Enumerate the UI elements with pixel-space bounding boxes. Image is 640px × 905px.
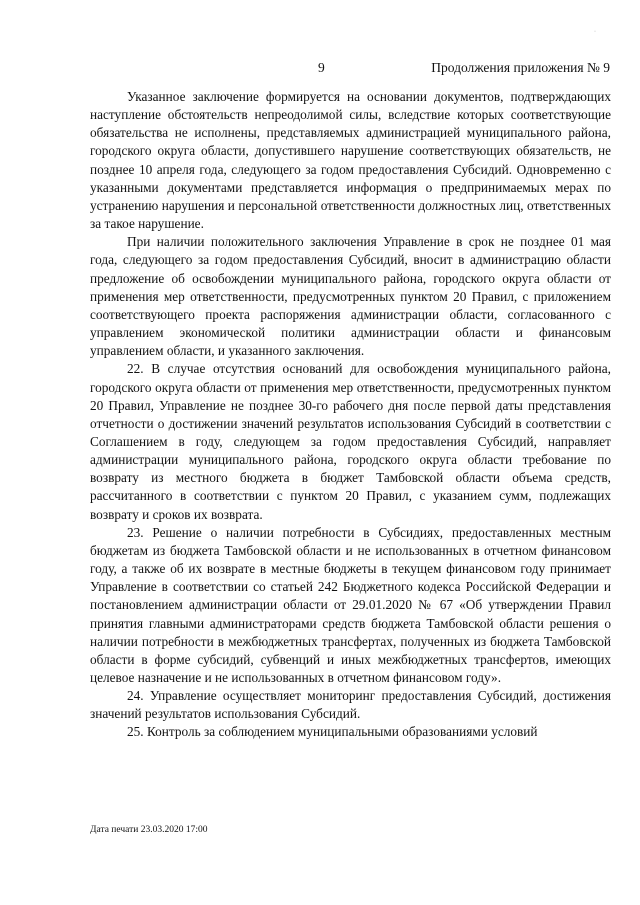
paragraph-conclusion: Указанное заключение формируется на основании документов, подтверждающих наступление обстоятельств непреодолимой силы, вследствие которых соответствующие обязательства не исполнены, представляемых администрацией муниципального района, городского округа области, допустившего нарушение соответствующих обязательств, не позднее 10 апреля года, следующего за годом предоставления Субсидий. Одновременно с указанными документами представляется информация о предпринимаемых мерах по устранению нарушения и персональной ответственности должностных лиц, ответственных за такое нарушение. xyxy=(90,89,611,232)
page-number: 9 xyxy=(318,60,325,75)
paragraph-23: 23. Решение о наличии потребности в Субсидиях, предоставленных местным бюджетам из бюджета Тамбовской области и не использованных в отчетном финансовом году, а также об их возврате в местные бюджеты в текущем финансовом году принимает Управление в соответствии со статьей 242 Бюджетного кодекса Российской Федерации и постановлением администрации области от 29.01.2020 № 67 «Об утверждении Правил принятия главными администраторами средств бюджета Тамбовской области решения о наличии потребности в межбюджетных трансфертах, полученных из бюджета Тамбовской области в форме субсидий, субвенций и иных межбюджетных трансфертов, имеющих целевое назначение и не использованных в отчетном финансовом году». xyxy=(90,524,611,685)
continuation-label: Продолжения приложения № 9 xyxy=(431,60,610,75)
paragraph-22: 22. В случае отсутствия оснований для освобождения муниципального района, городского округа области от применения мер ответственности, предусмотренных пунктом 20 Правил, Управление не позднее 30-го рабочего дня после первой даты представления отчетности о достижении значений результатов использования Субсидий в соответствии с Соглашением в году, следующем за годом предоставления Субсидий, направляет администрации муниципального района, городского округа области требование по возврату из местного бюджета в бюджет Тамбовской области объема средств, рассчитанного в соответствии с пунктом 20 Правил, с указанием сумм, подлежащих возврату и сроков их возврата. xyxy=(90,361,611,522)
paragraph-24: 24. Управление осуществляет мониторинг предоставления Субсидий, достижения значений результатов использования Субсидий. xyxy=(90,688,611,722)
document-body xyxy=(90,88,611,742)
paragraph-positive-conclusion: При наличии положительного заключения Управление в срок не позднее 01 мая года, следующего за годом предоставления Субсидий, вносит в администрацию области предложение об освобождении муниципального района, городского округа области от применения мер ответственности, предусмотренных пунктом 20 Правил, с приложением соответствующего проекта распоряжения администрации области, согласованного с управлением экономической политики администрации области и финансовым управлением области, и указанного заключения. xyxy=(90,234,611,359)
print-date: Дата печати 23.03.2020 17:00 xyxy=(90,825,208,835)
corner-mark: · xyxy=(594,29,596,35)
paragraph-25: 25. Контроль за соблюдением муниципальными образованиями условий xyxy=(127,724,538,740)
